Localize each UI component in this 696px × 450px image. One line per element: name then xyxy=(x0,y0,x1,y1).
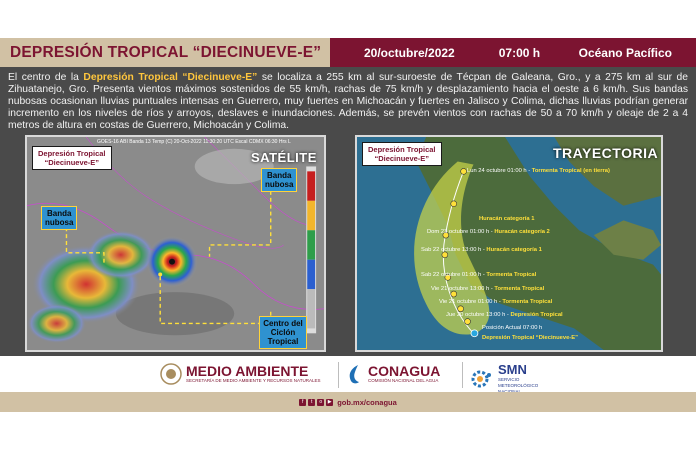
bulletin-highlight: Depresión Tropical “Diecinueve-E” xyxy=(83,72,258,83)
footer-divider xyxy=(338,362,339,388)
forecast-when: Posición Actual 07:00 h xyxy=(482,325,543,331)
storm-title: DEPRESIÓN TROPICAL “DIECINUEVE-E” xyxy=(0,38,330,67)
forecast-what: Tormenta Tropical (en tierra) xyxy=(531,168,610,174)
bulletin-body: se localiza a 255 km al sur-suroeste de Técpan de Galeana, Gro., y a 275 km al sur de Zihuatanejo, Gro. Presenta vientos máximos sostenidos de 55 km/h, rachas de 75 km/h y desplazamiento hacia el oeste a 6 km/h. Sus bandas nubosas ocasionan lluvias puntuales intensas en Guerrero, muy fuertes en Michoacán y fuertes en Jalisco y Colima, dichas lluvias podrían generar incremento en los niveles de ríos y arroyos, deslaves e inundaciones. Además, se prevén vientos con rachas de 50 a 70 km/h y oleaje de 2 a 4 metros de altura en costas de Guerrero, Michoacán y Colima. xyxy=(8,72,688,131)
bulletin-text xyxy=(8,72,688,132)
bulletin-date: 20/octubre/2022 xyxy=(364,45,455,60)
forecast-what: Tormenta Tropical xyxy=(502,299,553,305)
footer-logos xyxy=(0,356,696,392)
trajectory-storm-title xyxy=(362,142,442,166)
center-line1: Centro del Ciclón xyxy=(263,319,303,337)
instagram-icon[interactable]: o xyxy=(317,399,324,406)
twitter-icon[interactable]: t xyxy=(308,399,315,406)
youtube-icon[interactable]: ▶ xyxy=(327,398,332,405)
mexico-seal-icon xyxy=(160,363,182,385)
bulletin-time: 07:00 h xyxy=(498,45,541,60)
forecast-what: Huracán categoría 1 xyxy=(479,216,535,222)
trajectory-title-line1: Depresión Tropical xyxy=(368,145,436,154)
conagua-drop-icon xyxy=(346,363,364,385)
cyclone-center-label xyxy=(259,316,307,349)
forecast-what: Depresión Tropical xyxy=(510,312,563,318)
forecast-when: Sab 22 octubre 01:00 h - xyxy=(421,272,487,278)
forecast-what: Huracán categoría 2 xyxy=(494,229,550,235)
bottom-bar xyxy=(0,392,696,412)
conagua-name: CONAGUA xyxy=(368,363,441,379)
conagua-logo xyxy=(346,363,440,385)
forecast-what: Huracán categoría 1 xyxy=(486,247,542,253)
band-left-line2: nubosa xyxy=(45,218,74,227)
forecast-when: Lun 24 octubre 01:00 h - xyxy=(467,168,532,174)
trajectory-map xyxy=(355,135,663,352)
medio-ambiente-logo xyxy=(160,363,320,385)
satellite-title-line1: Depresión Tropical xyxy=(38,149,106,158)
forecast-what: Depresión Tropical “Diecinueve-E” xyxy=(482,335,578,341)
forecast-label xyxy=(482,325,542,331)
forecast-label xyxy=(427,229,550,235)
social-icons xyxy=(299,399,333,406)
medio-ambiente-name: MEDIO AMBIENTE xyxy=(186,363,309,379)
band-right-line2: nubosa xyxy=(265,180,294,189)
forecast-label xyxy=(421,247,542,253)
conagua-url[interactable]: gob.mx/conagua xyxy=(337,397,397,407)
footer-divider xyxy=(462,362,463,388)
forecast-label xyxy=(439,299,552,305)
forecast-label xyxy=(421,272,536,278)
band-label-left xyxy=(41,206,77,230)
smn-name: SMN xyxy=(498,362,527,377)
band-label-right xyxy=(261,168,297,192)
satellite-metadata: GOES-16 ABI Banda 13 Temp (C) 20-Oct-2022 11:30:20 UTC Escal CDMX 06:30 Hrs L xyxy=(97,139,291,145)
satellite-label: SATÉLITE xyxy=(251,150,317,165)
trajectory-title-line2: “Diecinueve-E” xyxy=(374,154,430,163)
forecast-label xyxy=(479,216,534,222)
forecast-when: Vie 21 octubre 13:00 h - xyxy=(431,286,495,292)
forecast-when: Jue 20 octubre 13:00 h - xyxy=(446,312,511,318)
satellite-image xyxy=(25,135,326,352)
forecast-label xyxy=(446,312,563,318)
satellite-storm-title xyxy=(32,146,112,170)
forecast-label xyxy=(467,168,610,174)
facebook-icon[interactable]: f xyxy=(299,399,306,406)
conagua-sub: COMISIÓN NACIONAL DEL AGUA xyxy=(368,378,439,383)
forecast-when: Vie 21 octubre 01:00 h - xyxy=(439,299,503,305)
center-line2: Tropical xyxy=(267,337,299,346)
medio-ambiente-sub: SECRETARÍA DE MEDIO AMBIENTE Y RECURSOS NATURALES xyxy=(186,378,321,383)
ocean-name: Océano Pacífico xyxy=(578,45,672,60)
smn-logo xyxy=(470,363,558,395)
forecast-label xyxy=(431,286,544,292)
band-right-line1: Banda xyxy=(267,171,292,180)
bulletin-header xyxy=(0,38,696,67)
forecast-label xyxy=(482,335,578,341)
smn-gear-icon xyxy=(470,368,494,390)
forecast-what: Tormenta Tropical xyxy=(494,286,545,292)
forecast-when: Sab 22 octubre 13:00 h - xyxy=(421,247,487,253)
smn-sub: SERVICIO METEOROLÓGICO xyxy=(498,377,539,388)
forecast-when: Dom 23 octubre 01:00 h - xyxy=(427,229,495,235)
band-left-line1: Banda xyxy=(47,209,72,218)
bulletin-intro: El centro de la xyxy=(8,72,84,83)
satellite-title-line2: “Diecinueve-E” xyxy=(44,158,100,167)
forecast-what: Tormenta Tropical xyxy=(486,272,537,278)
trajectory-label: TRAYECTORIA xyxy=(553,145,659,161)
header-meta xyxy=(330,38,696,67)
